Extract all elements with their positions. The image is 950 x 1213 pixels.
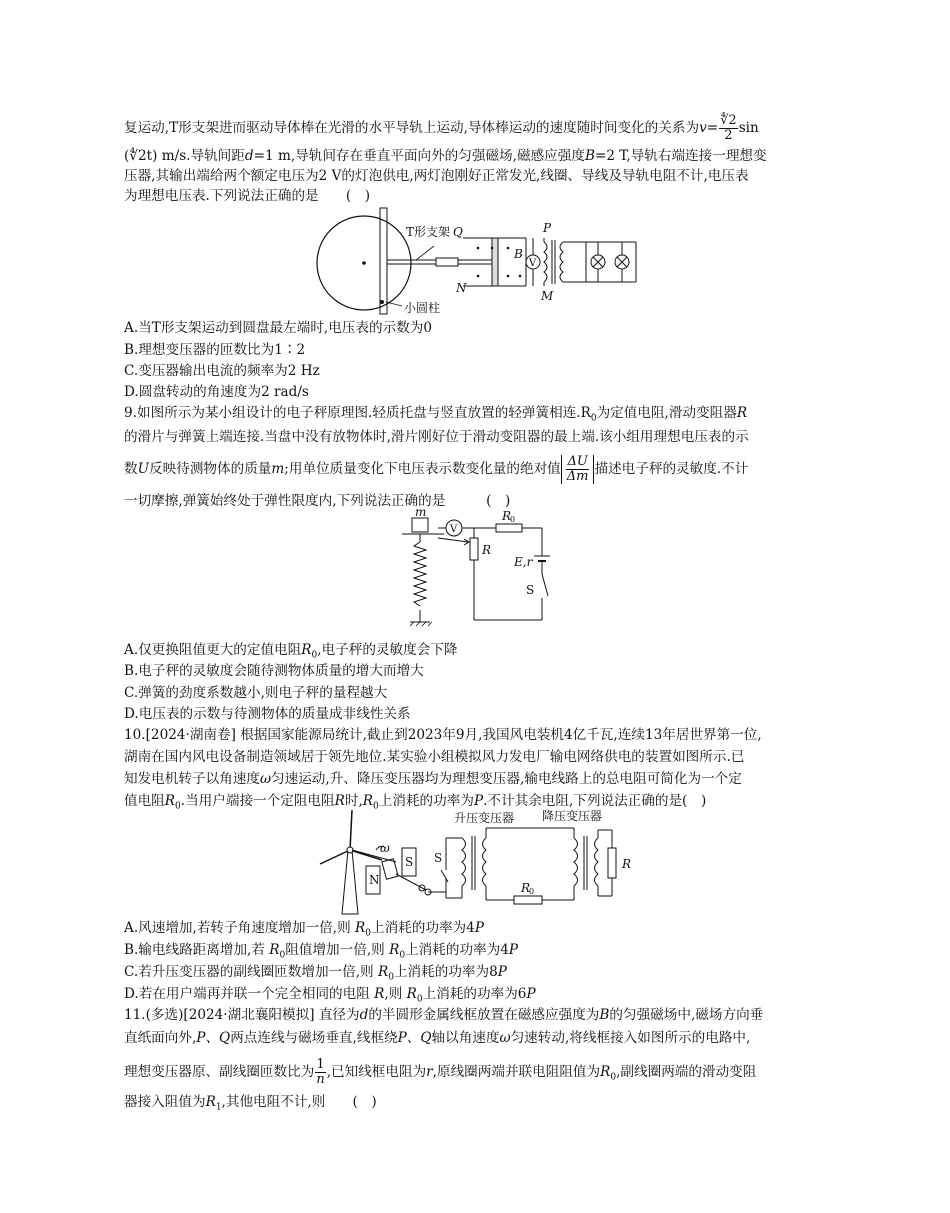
q8-option-c[interactable]: C.变压器输出电流的频率为2 Hz <box>124 363 320 379</box>
q11-line-1: 11.(多选)[2024·湖北襄阳模拟] 直径为d的半圆形金属线框放置在磁感应强度为B的匀强磁场中,磁场方向垂 <box>124 1007 764 1023</box>
q8-line-2: (∜2t) m/s.导轨间距d=1 m,导轨间存在垂直平面向外的匀强磁场,磁感应强度B=2 T,导轨右端连接一理想变 <box>124 148 767 164</box>
svg-text:T形支架: T形支架 <box>406 225 451 239</box>
q9-option-b[interactable]: B.电子秤的灵敏度会随待测物体质量的增大而增大 <box>124 663 424 679</box>
svg-text:B: B <box>514 247 523 261</box>
q11-turns-ratio: $\frac{1}{n}$ <box>316 1057 325 1087</box>
q8-option-a[interactable]: A.当T形支架运动到圆盘最左端时,电压表的示数为0 <box>124 320 433 336</box>
q10-r0 <box>514 896 542 904</box>
svg-text:0: 0 <box>510 515 516 524</box>
q9-line-3: 数U反映待测物体的质量m;用单位质量变化下电压表示数变化量的绝对值 $\frac{\Delta U}{\Delta m}$ 描述电子秤的灵敏度.不计 <box>124 454 749 484</box>
q11-line-4: 器接入阻值为$R_1$,其他电阻不计,则 ( ) <box>124 1094 377 1113</box>
q9-line-4: 一切摩擦,弹簧始终处于弹性限度内,下列说法正确的是 ( ) <box>124 493 511 509</box>
q10-wind-tower <box>342 850 358 914</box>
svg-text:Q: Q <box>453 225 463 239</box>
q8-line-4: 为理想电压表.下列说法正确的是 ( ) <box>124 188 371 204</box>
q8-line-3: 压器,其输出端给两个额定电压为2 V的灯泡供电,两灯泡刚好正常发光,线圈、导线及导轨电阻不计,电压表 <box>124 168 749 184</box>
q9-rheostat <box>470 538 478 560</box>
svg-text:N: N <box>456 281 467 295</box>
q10-line-2: 湖南在国内风电设备制造领域居于领先地位.某实验小组模拟风力发电厂输电网络供电的装置如图所示.已 <box>124 749 745 765</box>
svg-text:升压变压器: 升压变压器 <box>454 811 515 825</box>
svg-text:R: R <box>502 509 512 523</box>
svg-text:E,r: E,r <box>514 555 533 569</box>
q8-figure <box>316 206 646 318</box>
q10-load-r <box>608 848 616 878</box>
svg-text:P: P <box>543 221 552 235</box>
svg-text:M: M <box>541 289 554 303</box>
q9-option-a[interactable]: A.仅更换阻值更大的定值电阻$R_0$,电子秤的灵敏度会下降 <box>124 642 458 661</box>
q9-line-1: 9.如图所示为某小组设计的电子秤原理图.轻质托盘与竖直放置的轻弹簧相连$.R_0$为定值电阻,滑动变阻器R <box>124 405 748 424</box>
q10-figure <box>316 808 636 916</box>
svg-text:R: R <box>482 543 492 557</box>
svg-text:m: m <box>415 508 427 519</box>
q8-option-b[interactable]: B.理想变压器的匝数比为1∶2 <box>124 342 306 358</box>
q10-line-1: 10.[2024·湖南卷] 根据国家能源局统计,截止到2023年9月,我国风电装机4亿千瓦,连续13年居世界第一位, <box>124 727 762 743</box>
q8-pillar <box>380 300 384 304</box>
q9-sensitivity-abs: $\frac{\Delta U}{\Delta m}$ <box>561 455 595 484</box>
svg-text:小圆柱: 小圆柱 <box>404 301 441 315</box>
q10-line-4: 值电阻$R_0$.当用户端接一个定阻电阻R时$,R_0$上消耗的功率为P.不计其余电阻,下列说法正确的是( ) <box>124 793 707 812</box>
q9-spring <box>414 542 426 606</box>
svg-text:S: S <box>405 855 414 869</box>
q9-r0 <box>496 524 522 532</box>
svg-text:N: N <box>369 873 380 887</box>
q9-tray-mass <box>412 518 428 532</box>
svg-text:降压变压器: 降压变压器 <box>542 809 603 823</box>
q9-figure <box>398 508 558 640</box>
svg-text:S: S <box>434 851 443 865</box>
svg-text:V: V <box>529 258 537 269</box>
q10-option-d[interactable]: D.若在用户端再并联一个完全相同的电阻 R,则 $R_0$上消耗的功率为6P <box>124 986 536 1005</box>
q9-option-d[interactable]: D.电压表的示数与待测物体的质量成非线性关系 <box>124 706 411 722</box>
svg-text:R: R <box>521 881 531 895</box>
q10-option-b[interactable]: B.输电线路距离增加,若 $R_0$阻值增加一倍,则 $R_0$上消耗的功率为4P <box>124 942 519 961</box>
svg-text:ω: ω <box>380 841 390 855</box>
q8-option-d[interactable]: D.圆盘转动的角速度为2 rad/s <box>124 384 309 400</box>
q8-t-support-bar <box>380 208 387 314</box>
q8-line-1: 复运动,T形支架进而驱动导体棒在光滑的水平导轨上运动,导体棒运动的速度随时间变化的关系为v= $\frac{∜2}{2}$ sin <box>124 113 759 143</box>
q10-option-c[interactable]: C.若升压变压器的副线圈匝数增加一倍,则 $R_0$上消耗的功率为8P <box>124 964 507 983</box>
svg-text:S: S <box>526 583 535 597</box>
svg-text:0: 0 <box>529 887 535 896</box>
q9-switch <box>542 574 548 596</box>
q9-line-2: 的滑片与弹簧上端连接.当盘中没有放物体时,滑片刚好位于滑动变阻器的最上端.该小组用理想电压表的示 <box>124 429 749 445</box>
svg-text:R: R <box>622 857 632 871</box>
svg-text:V: V <box>450 524 458 535</box>
q11-line-2: 直纸面向外,P、Q两点连线与磁场垂直,线框绕P、Q轴以角速度ω匀速转动,将线框接入如图所示的电路中, <box>124 1030 751 1046</box>
q9-option-c[interactable]: C.弹簧的劲度系数越小,则电子秤的量程越大 <box>124 685 388 701</box>
q11-line-3: 理想变压器原、副线圈匝数比为 $\frac{1}{n}$ ,已知线框电阻为r,原线圈两端并联电阻阻值为$R_0$,副线圈两端的滑动变阻 <box>124 1057 757 1087</box>
q10-switch <box>441 870 448 882</box>
q8-velocity-fraction: $\frac{∜2}{2}$ <box>720 113 737 143</box>
q10-line-3: 知发电机转子以角速度ω匀速运动,升、降压变压器均为理想变压器,输电线路上的总电阻可简化为一个定 <box>124 771 742 787</box>
q10-option-a[interactable]: A.风速增加,若转子角速度增加一倍,则 $R_0$上消耗的功率为4P <box>124 920 484 939</box>
